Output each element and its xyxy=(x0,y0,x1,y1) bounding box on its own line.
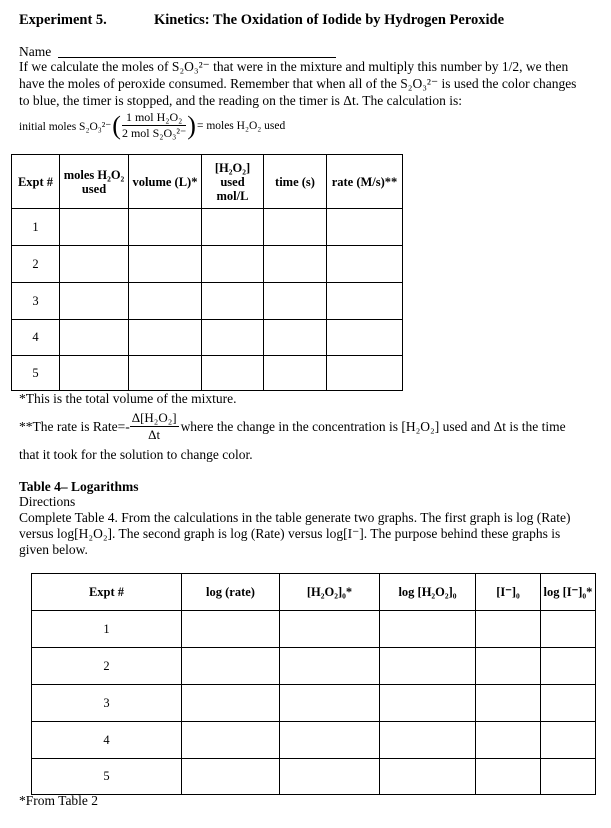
cell[interactable] xyxy=(380,648,476,685)
cell[interactable] xyxy=(129,356,202,391)
col-header-log-rate: log (rate) xyxy=(182,574,280,611)
row-number: 4 xyxy=(32,722,182,759)
cell[interactable] xyxy=(380,611,476,648)
row-number: 2 xyxy=(12,246,60,283)
equation-denominator: 2 mol S₂O₃²⁻ xyxy=(121,126,187,140)
table-row xyxy=(32,722,596,759)
experiment-number: Experiment 5. xyxy=(19,12,107,28)
cell[interactable] xyxy=(280,759,380,795)
cell[interactable] xyxy=(182,648,280,685)
volume-note: *This is the total volume of the mixture. xyxy=(19,391,237,406)
data-table-3 xyxy=(11,154,403,391)
cell[interactable] xyxy=(327,209,403,246)
cell[interactable] xyxy=(476,759,541,795)
row-number: 3 xyxy=(12,283,60,320)
table-row xyxy=(32,685,596,722)
cell[interactable] xyxy=(202,246,264,283)
rate-note-continued: that it took for the solution to change color. xyxy=(19,447,253,462)
cell[interactable] xyxy=(280,611,380,648)
cell[interactable] xyxy=(129,246,202,283)
table-row xyxy=(12,283,403,320)
col-header-log-h2o2: log [H₂O₂]₀ xyxy=(380,574,476,611)
cell[interactable] xyxy=(280,722,380,759)
cell[interactable] xyxy=(202,320,264,356)
col-header-log-iodide: log [I⁻]₀* xyxy=(541,574,596,611)
cell[interactable] xyxy=(476,685,541,722)
cell[interactable] xyxy=(280,648,380,685)
table-row xyxy=(12,356,403,391)
directions-line-2: versus log[H₂O₂]. The second graph is log (Rate) versus log[I⁻]. The purpose behind these graphs is xyxy=(19,526,561,541)
cell[interactable] xyxy=(476,648,541,685)
cell[interactable] xyxy=(264,283,327,320)
row-number: 1 xyxy=(32,611,182,648)
cell[interactable] xyxy=(380,685,476,722)
logarithms-table-4 xyxy=(31,573,596,795)
cell[interactable] xyxy=(476,611,541,648)
cell[interactable] xyxy=(182,722,280,759)
name-label: Name xyxy=(19,44,52,59)
rate-denominator: Δt xyxy=(148,427,161,442)
cell[interactable] xyxy=(182,611,280,648)
table-footnote: *From Table 2 xyxy=(19,793,99,808)
name-field-line[interactable] xyxy=(58,57,336,58)
cell[interactable] xyxy=(327,283,403,320)
cell[interactable] xyxy=(264,246,327,283)
cell[interactable] xyxy=(60,283,129,320)
directions-line-1: Complete Table 4. From the calculations in the table generate two graphs. The first graph is log (Rate) xyxy=(19,510,571,525)
cell[interactable] xyxy=(380,722,476,759)
table4-title: Table 4– Logarithms xyxy=(19,479,139,494)
directions-line-3: given below. xyxy=(19,542,88,557)
row-number: 5 xyxy=(12,356,60,391)
table4-directions-label: Directions xyxy=(19,494,76,509)
cell[interactable] xyxy=(202,283,264,320)
intro-line-1: If we calculate the moles of S₂O₃²⁻ that were in the mixture and multiply this number by 1/2, we then xyxy=(19,59,569,74)
col-header-concentration: [H₂O₂] used mol/L xyxy=(202,155,264,209)
row-number: 5 xyxy=(32,759,182,795)
cell[interactable] xyxy=(327,320,403,356)
col-header-expt: Expt # xyxy=(12,155,60,209)
col-header-volume: volume (L)* xyxy=(129,155,202,209)
table-row xyxy=(32,611,596,648)
intro-line-2: have the moles of peroxide consumed. Remember that when all of the S₂O₃²⁻ is used the color changes xyxy=(19,76,577,91)
cell[interactable] xyxy=(129,209,202,246)
cell[interactable] xyxy=(476,722,541,759)
cell[interactable] xyxy=(380,759,476,795)
calculation-equation: initial moles S₂O₃²⁻ ( $\frac{\text{1 mol H₂O₂}}{\text{2 mol S₂O₃²⁻}}$ ) = moles H₂O₂ used xyxy=(19,110,286,140)
table-row xyxy=(32,648,596,685)
row-number: 2 xyxy=(32,648,182,685)
intro-line-3: to blue, the timer is stopped, and the reading on the timer is Δt. The calculation is: xyxy=(19,93,462,108)
cell[interactable] xyxy=(182,685,280,722)
col-header-expt: Expt # xyxy=(32,574,182,611)
cell[interactable] xyxy=(60,246,129,283)
col-header-h2o2: [H₂O₂]₀* xyxy=(280,574,380,611)
col-header-rate: rate (M/s)** xyxy=(327,155,403,209)
page-title: Kinetics: The Oxidation of Iodide by Hydrogen Peroxide xyxy=(154,12,505,28)
table-row xyxy=(32,759,596,795)
cell[interactable] xyxy=(129,320,202,356)
cell[interactable] xyxy=(60,209,129,246)
row-number: 1 xyxy=(12,209,60,246)
table-row xyxy=(12,320,403,356)
cell[interactable] xyxy=(182,759,280,795)
cell[interactable] xyxy=(327,246,403,283)
row-number: 3 xyxy=(32,685,182,722)
rate-numerator: Δ[H₂O₂] xyxy=(131,410,177,425)
cell[interactable] xyxy=(202,356,264,391)
cell[interactable] xyxy=(264,320,327,356)
cell[interactable] xyxy=(327,356,403,391)
cell[interactable] xyxy=(264,209,327,246)
table-row xyxy=(12,209,403,246)
cell[interactable] xyxy=(280,685,380,722)
col-header-iodide: [I⁻]₀ xyxy=(476,574,541,611)
cell[interactable] xyxy=(541,648,596,685)
cell[interactable] xyxy=(60,320,129,356)
rate-suffix: where the change in the concentration is [H₂O₂] used and Δt is the time xyxy=(180,418,566,434)
cell[interactable] xyxy=(129,283,202,320)
table-row xyxy=(12,246,403,283)
cell[interactable] xyxy=(541,722,596,759)
cell[interactable] xyxy=(60,356,129,391)
col-header-moles: moles H₂O₂ used xyxy=(60,155,129,209)
equation-right: = moles H₂O₂ used xyxy=(196,119,286,132)
cell[interactable] xyxy=(541,685,596,722)
cell[interactable] xyxy=(541,759,596,795)
rate-prefix: **The rate is Rate=- xyxy=(19,418,130,434)
cell[interactable] xyxy=(264,356,327,391)
cell[interactable] xyxy=(202,209,264,246)
equation-numerator: 1 mol H₂O₂ xyxy=(122,110,186,126)
equation-left: initial moles S₂O₃²⁻ xyxy=(19,120,112,133)
cell[interactable] xyxy=(541,611,596,648)
rate-note xyxy=(19,410,566,443)
col-header-time: time (s) xyxy=(264,155,327,209)
row-number: 4 xyxy=(12,320,60,356)
